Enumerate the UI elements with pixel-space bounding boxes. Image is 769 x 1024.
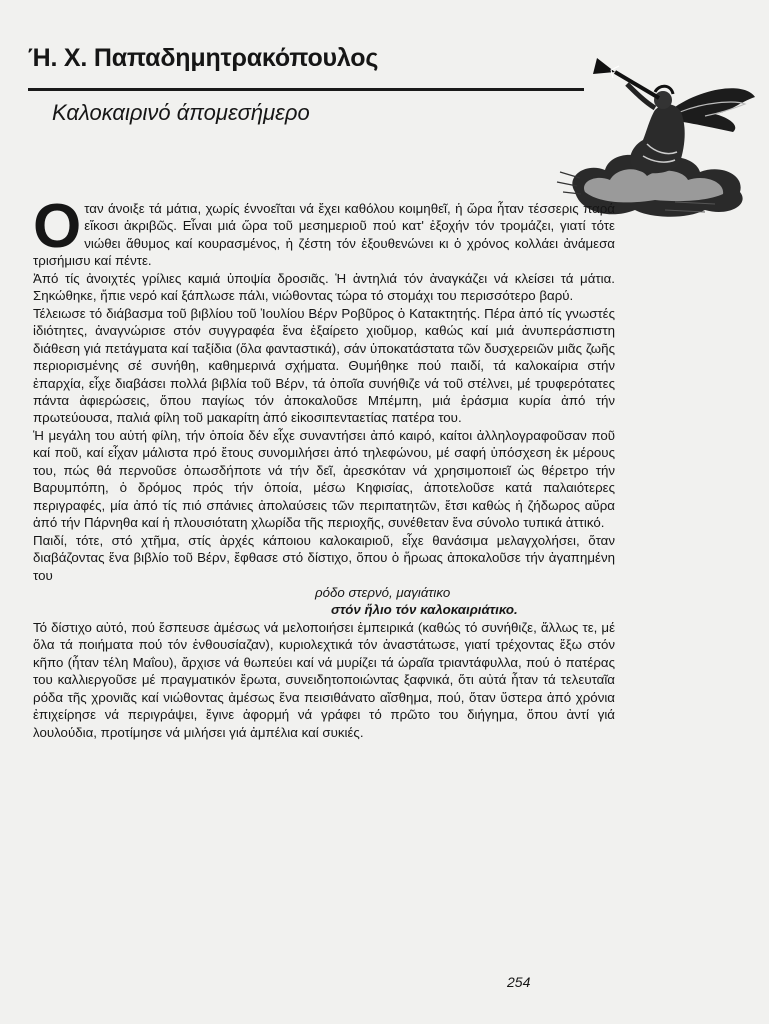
paragraph-3: Τέλειωσε τό διάβασμα τοῦ βιβλίου τοῦ Ἰουλίου Βέρν Ροβῦρος ὁ Κατακτητής. Πέρα ἀπό τίς γνωστές ἰδιότητες, ἀναγνώρισε στόν συγγραφέα ἕνα ἐξαίρετο χιοῦμορ, καθώς καί μιά ἀνυπεράσπιστη διάθεση γιά πετάγματα καί ταξίδια (ὅλα φανταστικά), σάν ὑποκατάστατα τῶν δυσχερειῶν μιᾶς ζωῆς περιορισμένης σέ συνήθη, καθημερινά σχήματα. Θυμήθηκε πού παιδί, τά καλοκαίρια στήν ἐπαρχία, εἶχε διαβάσει πολλά βιβλία τοῦ Βέρν, τά ὁποῖα συνήθιζε νά τοῦ στέλνει, μέ τρυφερότατες πάντα ἀφιερώσεις, ὅπου παγίως τόν ἀποκαλοῦσε Μπέμπη, μιά ἐράσμια κυρία ἀπό τήν πρωτεύουσα, παλιά φίλη τοῦ μακαρίτη ἀπό εἰκοσιπενταετίας πατέρα του. <box>33 305 615 426</box>
header-rule <box>28 88 584 91</box>
paragraph-4: Ἡ μεγάλη του αὐτή φίλη, τήν ὁποία δέν εἶχε συναντήσει ἀπό καιρό, καίτοι ἀλληλογραφοῦσαν ποῦ καί ποῦ, καί εἶχαν μάλιστα πρό ἔτους συνομιλήσει ἀπό τηλεφώνου, μέ σαφή ὑπόσχεση ἐκ μέρους του, πώς θά περνοῦσε ὁπωσδήποτε νά τήν δεῖ, ἀρεσκόταν νά χρησιμοποιεῖ ὡς θέρετρο τήν Βαρυμπόπη, ὁ δρόμος πρός τήν ὁποία, μέσω Κηφισίας, ἀποτελοῦσε κατά παλαιότερες περιγραφές, μία ἀπό τίς πιό σπάνιες ἀπολαύσεις τῶν περιπατητῶν, ἔτσι καθώς ἡ ζήδωρος αὔρα ἀπό τήν Πάρνηθα καί ἡ πλουσιότατη χλωρίδα τῆς περιοχῆς, συνέθεταν ἕνα σύνολο τυπικά ἀττικό. <box>33 427 615 531</box>
verse-line-1: ρόδο στερνό, μαγιάτικο <box>315 584 451 600</box>
story-title: Καλοκαιρινό άπομεσήμερο <box>52 100 310 125</box>
verse-line-2: στόν ἥλιο τόν καλοκαιριάτικο. <box>331 602 518 618</box>
author-name: Ή. Χ. Παπαδημητρακόπουλος <box>28 44 379 72</box>
paragraph-1-text: ταν άνοιξε τά μάτια, χωρίς έννοεῖται νά ἔχει καθόλου κοιμηθεῖ, ἡ ὥρα ἦταν τέσσερις παρά εἴκοσι ἀκριβῶς. Εἶναι μιά ὥρα τοῦ μεσημεριοῦ πού κατ' ἐξοχήν τόν τρομάζει, γιατί τότε νιώθει ἄθυμος καί κουρασμένος, ἡ ζέστη τόν ἐξουθενώνει κι ὁ χρόνος κολλάει ἀνάμεσα τρισήμισυ καί πέντε. <box>33 201 615 269</box>
paragraph-1 <box>33 192 615 270</box>
drop-cap: Ο <box>33 192 82 261</box>
page-number: 254 <box>507 974 531 990</box>
paragraph-5: Παιδί, τότε, στό χτῆμα, στίς ἀρχές κάποιου καλοκαιριοῦ, εἶχε θανάσιμα μελαγχολήσει, ὅταν διαβάζοντας ἕνα βιβλίο τοῦ Βέρν, ἔφθασε στό δίστιχο, ὅπου ὁ ἥρωας ἀποκαλοῦσε τήν ἀγαπημένη του <box>33 532 615 583</box>
verse-couplet <box>33 584 615 619</box>
story-body <box>33 192 615 741</box>
trumpet-angel-illustration <box>555 52 760 222</box>
paragraph-closing: Τό δίστιχο αὐτό, πού ἔσπευσε ἀμέσως νά μελοποιήσει ἐμπειρικά (καθώς τό συνήθιζε, ἄλλως τε, μέ ὅλα τά ποιήματα πού τόν ἐνθουσίαζαν), κυριολεχτικά τόν ἀναστάτωσε, γιατί τρέχοντας ἔξω στόν κῆπο (ἦταν τέλη Μαΐου), ἄρχισε νά θωπεύει καί νά μυρίζει τά ὡραῖα τριαντάφυλλα, πού ὁ πατέρας του καλλιεργοῦσε μέ πραγματικόν ἔρωτα, συνειδητοποιώντας ξαφνικά, ὅτι αὐτά ἦταν τά τελευταῖα ρόδα τῆς χρονιᾶς καί νιώθοντας ἀμέσως ἕνα πεισιθάνατο αἴσθημα, πού, ὅταν ὕστερα ἀπό χρόνια ἐπιχείρησε νά περιγράψει, ἔγινε ἀφορμή νά γράφει τό πρῶτο του διήγημα, ὅπου ἀντί γιά λουλούδια, προτίμησε νά μιλήσει γιά ἀμπέλια καί συκιές. <box>33 619 615 740</box>
paragraph-2: Ἀπό τίς ἀνοιχτές γρίλιες καμιά ὑποψία δροσιᾶς. Ἡ ἀντηλιά τόν ἀναγκάζει νά κλείσει τά μάτια. Σηκώθηκε, ἤπιε νερό καί ξάπλωσε πάλι, νιώθοντας τώρα τό στομάχι του περισσότερο βαρύ. <box>33 270 615 304</box>
